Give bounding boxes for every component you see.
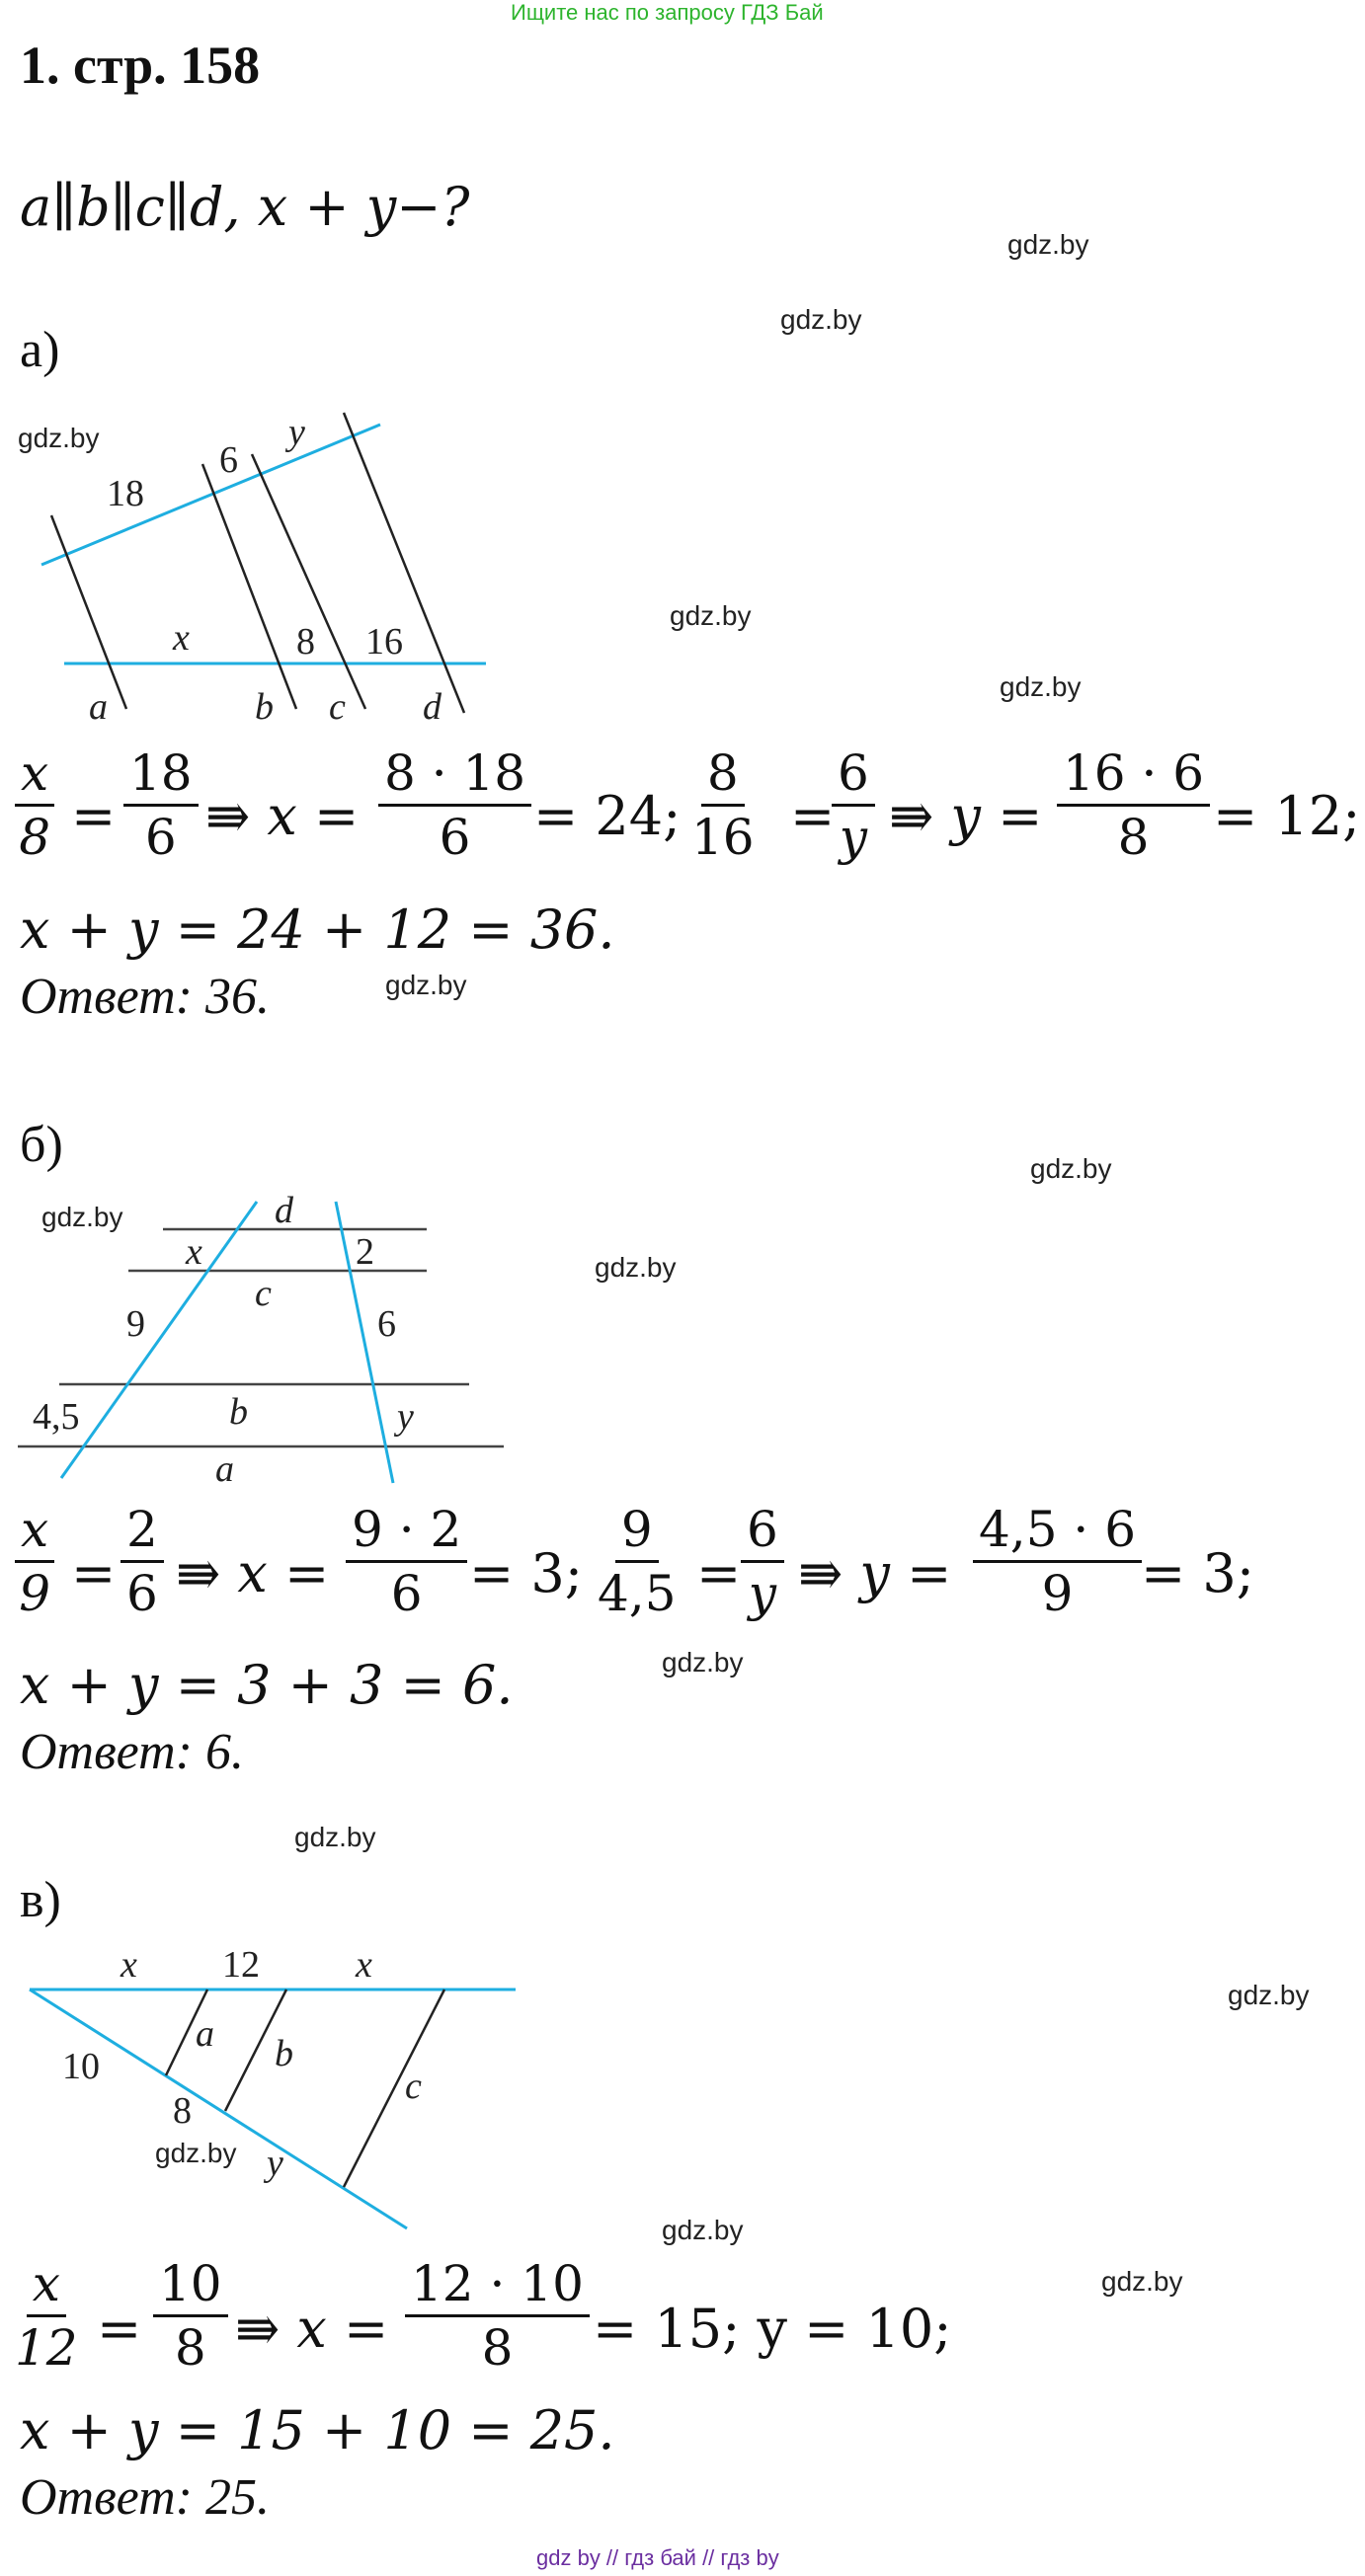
label-6: 6 bbox=[219, 439, 238, 481]
label-b: b bbox=[275, 2033, 293, 2074]
numerator: 9 · 2 bbox=[346, 1505, 467, 1563]
fraction bbox=[15, 744, 54, 866]
sum-line: x + y = 3 + 3 = 6. bbox=[20, 1654, 514, 1716]
part-c-figure bbox=[0, 1935, 553, 2251]
label-x: x bbox=[186, 1231, 202, 1273]
fraction bbox=[153, 2255, 228, 2377]
denominator: 6 bbox=[144, 809, 177, 866]
fraction bbox=[15, 2255, 78, 2377]
numerator: 6 bbox=[741, 1505, 784, 1563]
fraction bbox=[405, 2255, 590, 2377]
watermark: gdz.by bbox=[294, 1822, 376, 1852]
part-a-label: а) bbox=[20, 322, 60, 378]
label-12: 12 bbox=[222, 1944, 260, 1986]
fraction bbox=[1057, 744, 1210, 866]
numerator: x bbox=[15, 1505, 54, 1563]
label-4-5: 4,5 bbox=[33, 1396, 80, 1438]
watermark: gdz.by bbox=[662, 2215, 744, 2245]
numerator: 12 · 10 bbox=[405, 2259, 590, 2317]
part-b-label: б) bbox=[20, 1117, 63, 1173]
denominator: 16 bbox=[691, 809, 755, 866]
label-b: b bbox=[255, 686, 274, 728]
numerator: x bbox=[27, 2259, 66, 2317]
page-title: 1. стр. 158 bbox=[20, 36, 261, 95]
answer: Ответ: 25. bbox=[20, 2469, 270, 2526]
answer: Ответ: 6. bbox=[20, 1724, 244, 1780]
part-b-figure bbox=[0, 1190, 533, 1496]
equals-sign: = bbox=[696, 1542, 742, 1604]
numerator: 8 bbox=[701, 748, 745, 807]
transversal-lower bbox=[30, 1990, 407, 2228]
denominator: 8 bbox=[19, 809, 50, 866]
result: = 24; bbox=[533, 785, 682, 847]
implication: ⇛ x = bbox=[176, 1542, 330, 1604]
fraction bbox=[346, 1501, 467, 1622]
label-c: c bbox=[329, 686, 346, 728]
denominator: 4,5 bbox=[598, 1565, 677, 1622]
label-d: d bbox=[423, 686, 442, 728]
sum-line: x + y = 15 + 10 = 25. bbox=[20, 2399, 615, 2461]
label-x: x bbox=[356, 1944, 372, 1986]
label-d: d bbox=[275, 1190, 293, 1231]
label-10: 10 bbox=[62, 2046, 100, 2087]
watermark: gdz.by bbox=[780, 304, 862, 335]
watermark: gdz.by bbox=[1030, 1153, 1112, 1184]
equals-sign: = bbox=[97, 2298, 142, 2360]
denominator: 6 bbox=[390, 1565, 423, 1622]
fraction bbox=[378, 744, 531, 866]
parallel-line-c bbox=[252, 454, 365, 709]
watermark: gdz.by bbox=[1228, 1980, 1310, 2010]
implication: ⇛ x = bbox=[235, 2298, 389, 2360]
result: = 12; bbox=[1213, 785, 1361, 847]
label-b: b bbox=[229, 1391, 248, 1433]
denominator: 6 bbox=[439, 809, 471, 866]
label-8: 8 bbox=[173, 2090, 192, 2132]
label-16: 16 bbox=[365, 621, 403, 663]
label-2: 2 bbox=[356, 1231, 374, 1273]
denominator: 12 bbox=[15, 2319, 78, 2377]
transversal-left bbox=[61, 1202, 257, 1478]
denominator: 6 bbox=[126, 1565, 158, 1622]
fraction bbox=[973, 1501, 1142, 1622]
numerator: 18 bbox=[123, 748, 199, 807]
fraction bbox=[832, 744, 875, 866]
watermark: gdz.by bbox=[662, 1647, 744, 1678]
watermark: gdz.by bbox=[1007, 229, 1089, 260]
watermark: gdz.by bbox=[1000, 671, 1082, 702]
equals-sign: = bbox=[71, 1542, 117, 1604]
part-c-label: в) bbox=[20, 1872, 61, 1928]
denominator: 8 bbox=[481, 2319, 514, 2377]
watermark: gdz.by bbox=[155, 2138, 237, 2168]
equals-sign: = bbox=[790, 785, 836, 847]
denominator: 8 bbox=[174, 2319, 206, 2377]
transversal-upper bbox=[41, 425, 380, 565]
parallel-line-b bbox=[202, 464, 296, 709]
label-y: y bbox=[267, 2143, 283, 2184]
problem-condition: a∥b∥c∥d, x + y−? bbox=[20, 176, 470, 238]
watermark: gdz.by bbox=[1101, 2266, 1183, 2297]
numerator: 4,5 · 6 bbox=[973, 1505, 1142, 1563]
implication: ⇛ y = bbox=[889, 785, 1043, 847]
fraction bbox=[598, 1501, 677, 1622]
sum-line: x + y = 24 + 12 = 36. bbox=[20, 898, 615, 961]
numerator: x bbox=[15, 748, 54, 807]
implication: ⇛ y = bbox=[798, 1542, 952, 1604]
denominator: 8 bbox=[1117, 809, 1150, 866]
fraction bbox=[691, 744, 755, 866]
label-x: x bbox=[173, 617, 190, 659]
fraction bbox=[15, 1501, 54, 1622]
result: = 15; y = 10; bbox=[593, 2298, 952, 2360]
label-y: y bbox=[288, 412, 305, 453]
label-9: 9 bbox=[126, 1303, 145, 1345]
result: = 3; bbox=[1141, 1542, 1254, 1604]
fraction bbox=[741, 1501, 784, 1622]
result: = 3; bbox=[469, 1542, 583, 1604]
watermark: gdz.by bbox=[385, 970, 467, 1000]
equals-sign: = bbox=[71, 785, 117, 847]
footer-links[interactable]: gdz by // гдз бай // гдз by bbox=[536, 2545, 779, 2570]
fraction bbox=[123, 744, 199, 866]
label-a: a bbox=[196, 2013, 214, 2055]
parallel-line-c bbox=[344, 1990, 444, 2187]
numerator: 8 · 18 bbox=[378, 748, 531, 807]
label-8: 8 bbox=[296, 621, 315, 663]
part-a-figure bbox=[0, 395, 514, 731]
watermark: gdz.by bbox=[670, 600, 752, 631]
denominator: 9 bbox=[1041, 1565, 1074, 1622]
label-18: 18 bbox=[107, 473, 144, 514]
label-6: 6 bbox=[377, 1303, 396, 1345]
watermark: gdz.by bbox=[18, 423, 100, 453]
label-c: c bbox=[255, 1273, 272, 1314]
numerator: 2 bbox=[120, 1505, 164, 1563]
numerator: 6 bbox=[832, 748, 875, 807]
top-banner[interactable]: Ищите нас по запросу ГДЗ Бай bbox=[511, 0, 824, 25]
answer: Ответ: 36. bbox=[20, 969, 270, 1025]
label-x: x bbox=[120, 1944, 137, 1986]
label-a: a bbox=[89, 686, 108, 728]
parallel-line-d bbox=[344, 413, 464, 713]
label-c: c bbox=[405, 2066, 422, 2107]
label-y: y bbox=[397, 1396, 414, 1438]
fraction bbox=[120, 1501, 164, 1622]
numerator: 9 bbox=[615, 1505, 659, 1563]
denominator: y bbox=[839, 809, 868, 866]
numerator: 10 bbox=[153, 2259, 228, 2317]
label-a: a bbox=[215, 1448, 234, 1490]
watermark: gdz.by bbox=[41, 1202, 123, 1232]
denominator: 9 bbox=[19, 1565, 50, 1622]
denominator: y bbox=[748, 1565, 777, 1622]
implication: ⇛ x = bbox=[205, 785, 360, 847]
watermark: gdz.by bbox=[595, 1252, 677, 1283]
numerator: 16 · 6 bbox=[1057, 748, 1210, 807]
